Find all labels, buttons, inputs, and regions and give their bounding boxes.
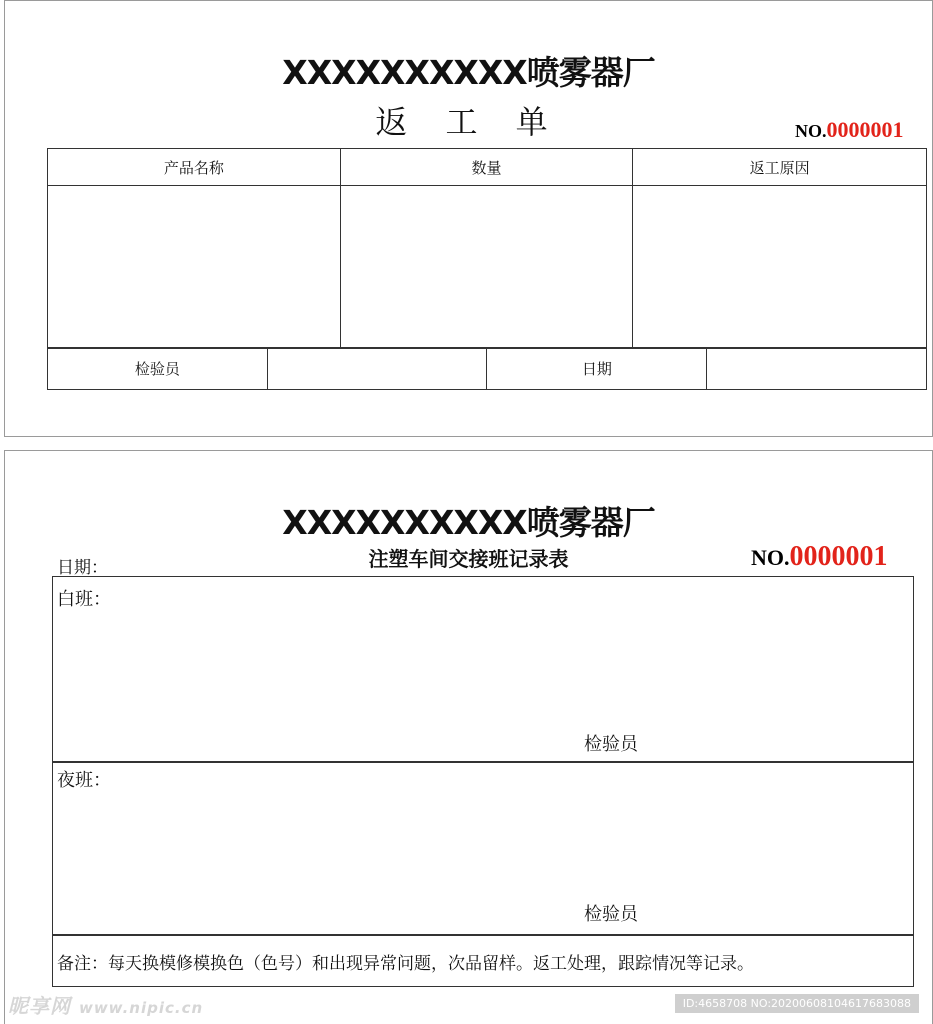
rework-footer-table: [47, 347, 927, 390]
night-inspector-label: 检验员: [584, 904, 638, 925]
date-label: 日期: [487, 348, 707, 390]
form1-serial-number: [795, 117, 904, 143]
form1-company-title: XXXXXXXXXX喷雾器厂: [282, 53, 655, 92]
rework-table: [47, 148, 927, 349]
remark-text: 备注：每天换模修模换色（色号）和出现异常问题，次品留样。返工处理，跟踪情况等记录。: [57, 954, 754, 974]
cell-quantity[interactable]: [340, 186, 633, 349]
watermark-site: [8, 990, 203, 1019]
date-field[interactable]: [707, 348, 927, 390]
night-shift-label: 夜班：: [57, 770, 111, 791]
col-quantity: 数量: [340, 149, 633, 186]
form2-subtitle: 注塑车间交接班记录表: [368, 547, 569, 571]
cell-rework-reason[interactable]: [633, 186, 927, 349]
col-rework-reason: 返工原因: [633, 149, 927, 186]
form2-no-label: NO.: [751, 545, 790, 570]
rework-header-row: [48, 149, 927, 186]
form2-company-title: XXXXXXXXXX喷雾器厂: [282, 503, 655, 542]
rework-body-row: [48, 186, 927, 349]
form1-subtitle: 返 工 单: [375, 103, 562, 141]
form2-date-label: 日期：: [57, 558, 108, 578]
watermark-id: ID:4658708 NO:20200608104617683088: [675, 994, 919, 1013]
day-shift-box[interactable]: [52, 576, 914, 763]
day-shift-label: 白班：: [57, 589, 111, 610]
watermark-site-name: 昵享网: [8, 994, 71, 1018]
form2-no-value: 0000001: [789, 541, 888, 572]
form1-no-value: 0000001: [826, 117, 904, 142]
remark-box: [52, 934, 914, 987]
rework-footer-row: [48, 348, 927, 390]
form1-no-label: NO.: [795, 121, 827, 141]
watermark-url: www.nipic.cn: [78, 999, 204, 1017]
inspector-field[interactable]: [267, 348, 487, 390]
inspector-label: 检验员: [48, 348, 268, 390]
form2-serial-number: [751, 541, 888, 573]
cell-product-name[interactable]: [48, 186, 341, 349]
night-shift-box[interactable]: [52, 761, 914, 936]
day-inspector-label: 检验员: [584, 734, 638, 755]
rework-form: [4, 0, 933, 437]
col-product-name: 产品名称: [48, 149, 341, 186]
shift-handover-form: [4, 450, 933, 1024]
